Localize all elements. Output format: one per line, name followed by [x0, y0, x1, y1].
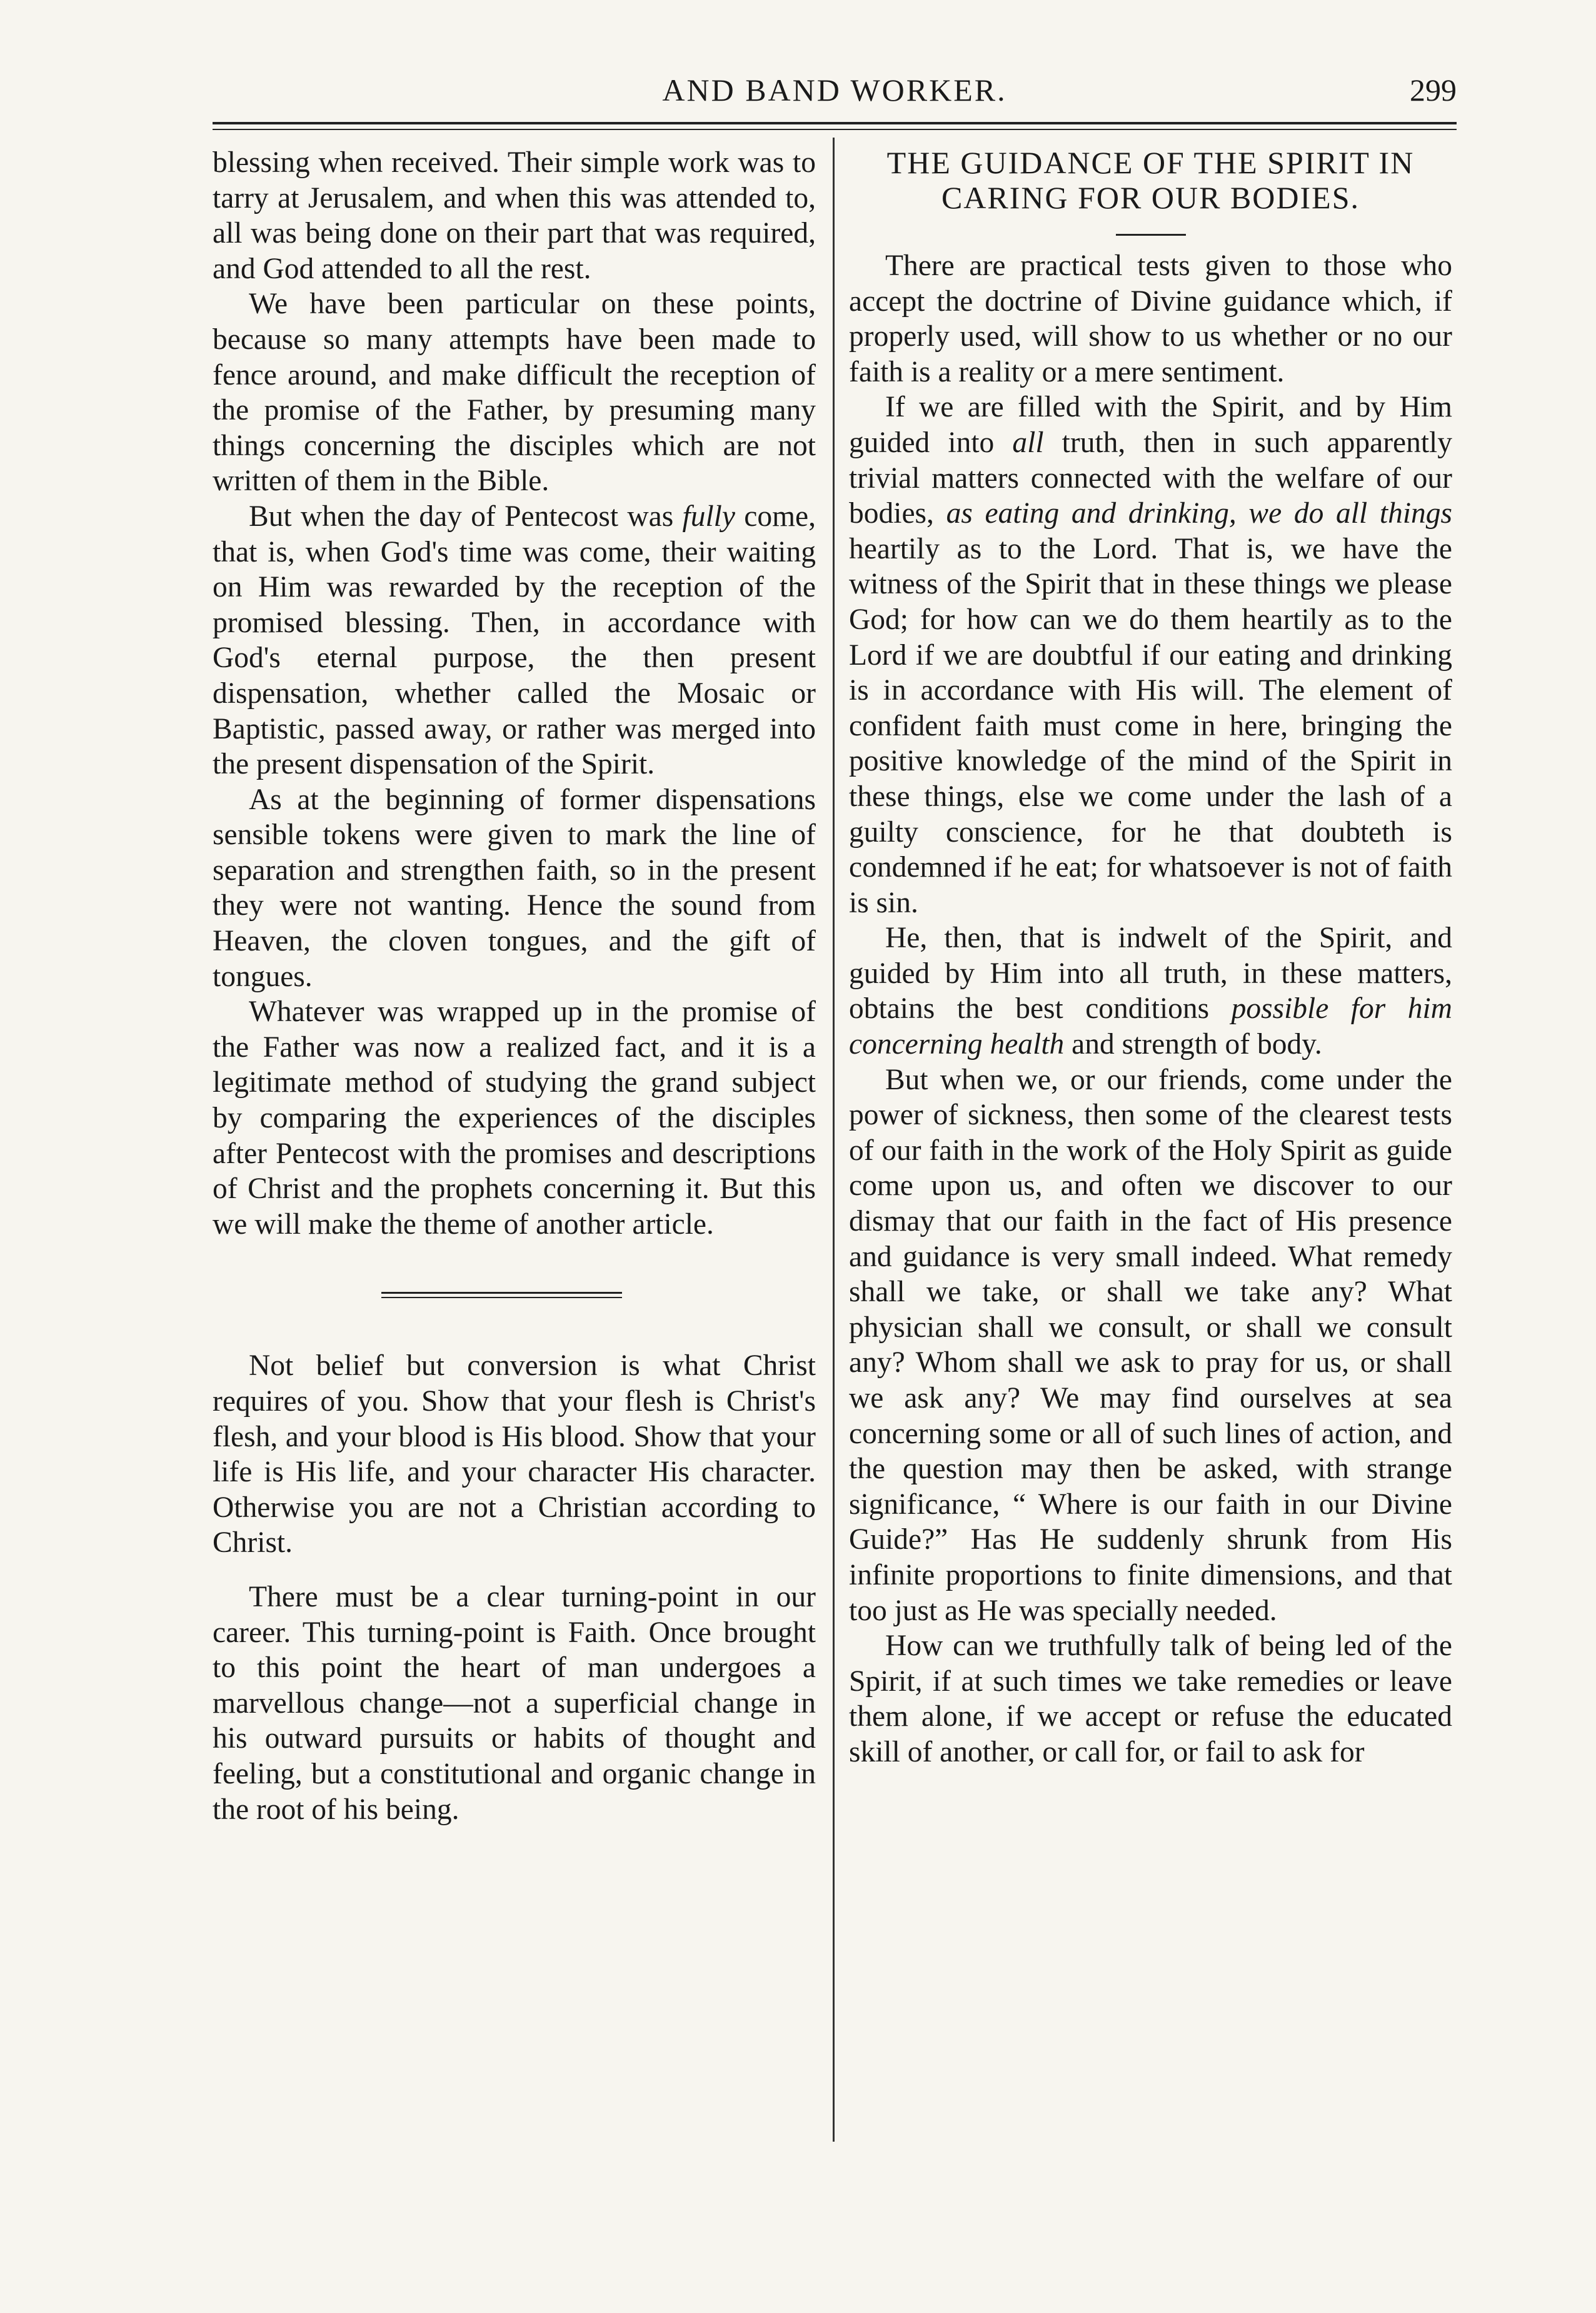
paragraph [213, 499, 816, 782]
separator-rule-thin [381, 1297, 622, 1298]
text-run: But when the day of Pentecost was [249, 500, 683, 533]
text-run: and strength of body. [1064, 1028, 1322, 1061]
paragraph: We have been particular on these points, because so many attempts have been made to fence around, and make difficult the reception of the promise of the Father, by presuming many things concerning the disciples which are not written of them in the Bible. [213, 288, 816, 498]
column-divider [833, 138, 835, 2142]
paragraph: blessing when received. Their simple work was to tarry at Jerusalem, and when this was attended to, all was being done on their part that was required, and God attended to all the rest. [213, 146, 816, 285]
right-column [849, 145, 1452, 1770]
text-run: heartily as to the Lord. That is, we have the witness of the Spirit that in these things we please God; for how can we do them heartily as to the Lord if we are doubtful if our eating and drinking is in accordance with His will. The element of confident faith must come in here, bringing the positive knowledge of the mind of the Spirit in these things, else we come under the lash of a guilty conscience, for he that doubteth is condemned if he eat; for whatsoever is not of faith is sin. [849, 532, 1452, 919]
italic-text: as eating and drinking, we do all things [946, 497, 1453, 530]
text-run: come, that is, when God's time was come, their waiting on Him was rewarded by the reception of the promised blessing. Then, in accordance with God's eternal purpose, the then present dispensation, whether called the Mosaic or Baptistic, passed away, or rather was merged into the present dispensation of the Spirit. [213, 500, 816, 781]
page-number: 299 [1410, 73, 1457, 108]
text-run: If we are filled with the Spirit, and by Him guided into [849, 391, 1452, 459]
text-run: truth, then in such apparently trivial matters connected with the welfare of our bodies, [849, 426, 1452, 530]
paragraph: But when we, or our friends, come under the power of sickness, then some of the clearest tests of our faith in the work of the Holy Spirit as guide come upon us, and often we discover to our dismay that our faith in the fact of His presence and guidance is very small indeed. What remedy shall we take, or shall we take any? What physician shall we consult, or shall we consult any? Whom shall we ask to pray for us, or shall we ask any? We may find ourselves at sea concerning some or all of such lines of action, and the question may then be asked, with strange significance, “ Where is our faith in our Divine Guide?” Has He suddenly shrunk from His infinite proportions to finite dimensions, and that too just as He was specially needed. [849, 1063, 1452, 1627]
paragraph: How can we truthfully talk of being led of the Spirit, if at such times we take remedies or leave them alone, if we accept or refuse the educated skill of another, or call for, or fail to ask for [849, 1630, 1452, 1768]
header-rule-thin [213, 129, 1457, 130]
paragraph: Not belief but conversion is what Christ requires of you. Show that your flesh is Christ's flesh, and your blood is His blood. Show that your life is His life, and your character His character. Otherwise you are not a Christian according to Christ. [213, 1349, 816, 1560]
italic-text: all [1012, 426, 1044, 459]
section-separator [213, 1242, 816, 1348]
paragraph: As at the beginning of former dispensations sensible tokens were given to mark the line of separation and strengthen faith, so in the present they were not wanting. Hence the sound from Heaven, the cloven tongues, and the gift of tongues. [213, 783, 816, 993]
paragraph [849, 920, 1452, 1062]
paragraph: There are practical tests given to those who accept the doctrine of Divine guidance which, if properly used, will show to us whether or no our faith is a reality or a mere sentiment. [849, 249, 1452, 388]
paragraph: There must be a clear turning-point in our career. This turning-point is Faith. Once brought to this point the heart of man undergoes a marvellous change—not a superficial change in his outward pursuits or habits of thought and feeling, but a constitutional and organic change in the root of his being. [213, 1580, 816, 1826]
article-title: THE GUIDANCE OF THE SPIRIT IN CARING FOR OUR BODIES. [886, 145, 1415, 215]
title-rule [1116, 234, 1186, 236]
italic-text: fully [682, 500, 735, 533]
header-rule [213, 122, 1457, 124]
running-title: AND BAND WORKER. [662, 73, 1007, 108]
paragraph: Whatever was wrapped up in the promise of the Father was now a realized fact, and it is a legitimate method of studying the grand subject by comparing the experiences of the disciples after Pentecost with the promises and descriptions of Christ and the prophets concerning it. But this we will make the theme of another article. [213, 995, 816, 1241]
italic-text: possible for him concerning health [849, 992, 1452, 1061]
text-run: He, then, that is indwelt of the Spirit, and guided by Him into all truth, in these matters, obtains the best conditions [849, 922, 1452, 1025]
paragraph [849, 390, 1452, 920]
separator-rule [381, 1292, 622, 1294]
left-column [213, 145, 816, 1827]
page-header [213, 72, 1457, 116]
